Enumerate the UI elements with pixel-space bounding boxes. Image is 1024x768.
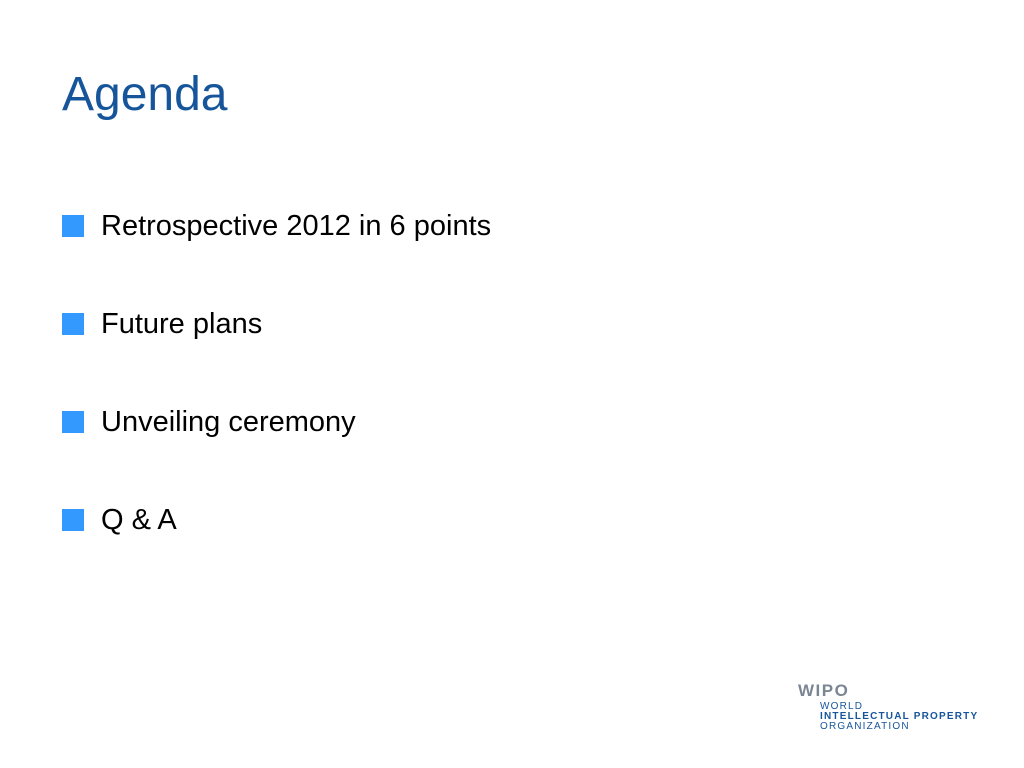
list-item-text: Q & A [101, 503, 177, 536]
logo-line-world: WORLD [820, 701, 864, 712]
square-bullet-icon [62, 509, 84, 531]
list-item [62, 298, 491, 350]
square-bullet-icon [62, 313, 84, 335]
logo-line-organization: ORGANIZATION [820, 721, 910, 732]
agenda-list [62, 200, 491, 592]
slide-title: Agenda [62, 68, 228, 121]
logo-acronym: WIPO [798, 681, 850, 700]
list-item [62, 494, 491, 546]
logo-line-intellectual-property: INTELLECTUAL PROPERTY [820, 711, 979, 722]
list-item [62, 396, 491, 448]
square-bullet-icon [62, 411, 84, 433]
square-bullet-icon [62, 215, 84, 237]
wipo-logo [798, 682, 998, 742]
list-item-text: Retrospective 2012 in 6 points [101, 209, 492, 242]
list-item-text: Future plans [101, 307, 263, 340]
list-item [62, 200, 491, 252]
list-item-text: Unveiling ceremony [101, 405, 356, 438]
